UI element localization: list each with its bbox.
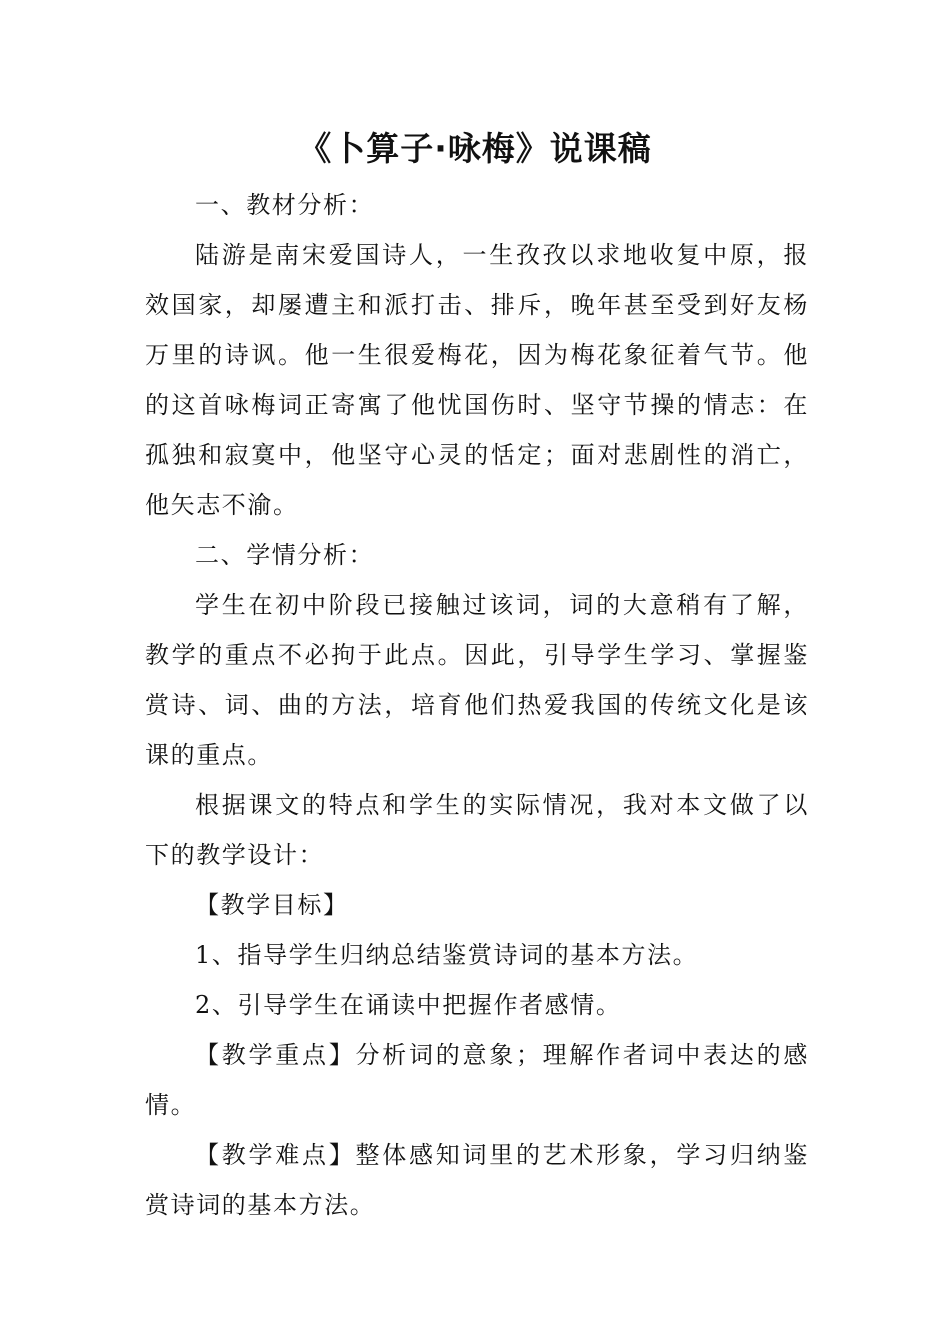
objective-item-1: 1、指导学生归纳总结鉴赏诗词的基本方法。 [195,941,699,969]
paragraph-teaching-design-intro: 根据课文的特点和学生的实际情况，我对本文做了以下的教学设计： [145,791,809,869]
paragraph-teaching-focus: 【教学重点】分析词的意象；理解作者词中表达的感情。 [145,1041,809,1119]
section-heading-material-analysis: 一、教材分析： [195,191,375,219]
paragraph-teaching-difficulty: 【教学难点】整体感知词里的艺术形象，学习归纳鉴赏诗词的基本方法。 [145,1141,809,1219]
document-title: 《卜算子·咏梅》说课稿 [298,129,652,168]
paragraph-material-analysis: 陆游是南宋爱国诗人，一生孜孜以求地收复中原，报效国家，却屡遭主和派打击、排斥，晚年甚至受到好友杨万里的诗讽。他一生很爱梅花，因为梅花象征着气节。他的这首咏梅词正寄寓了他忧国伤时、坚守节操的情志：在孤独和寂寞中，他坚守心灵的恬定；面对悲剧性的消亡，他矢志不渝。 [145,241,809,519]
document-body [145,180,809,1230]
objective-item-2: 2、引导学生在诵读中把握作者感情。 [195,991,622,1019]
section-heading-student-analysis: 二、学情分析： [195,541,375,569]
heading-teaching-objectives: 【教学目标】 [195,891,349,919]
paragraph-student-analysis: 学生在初中阶段已接触过该词，词的大意稍有了解，教学的重点不必拘于此点。因此，引导学生学习、掌握鉴赏诗、词、曲的方法，培育他们热爱我国的传统文化是该课的重点。 [145,591,809,769]
